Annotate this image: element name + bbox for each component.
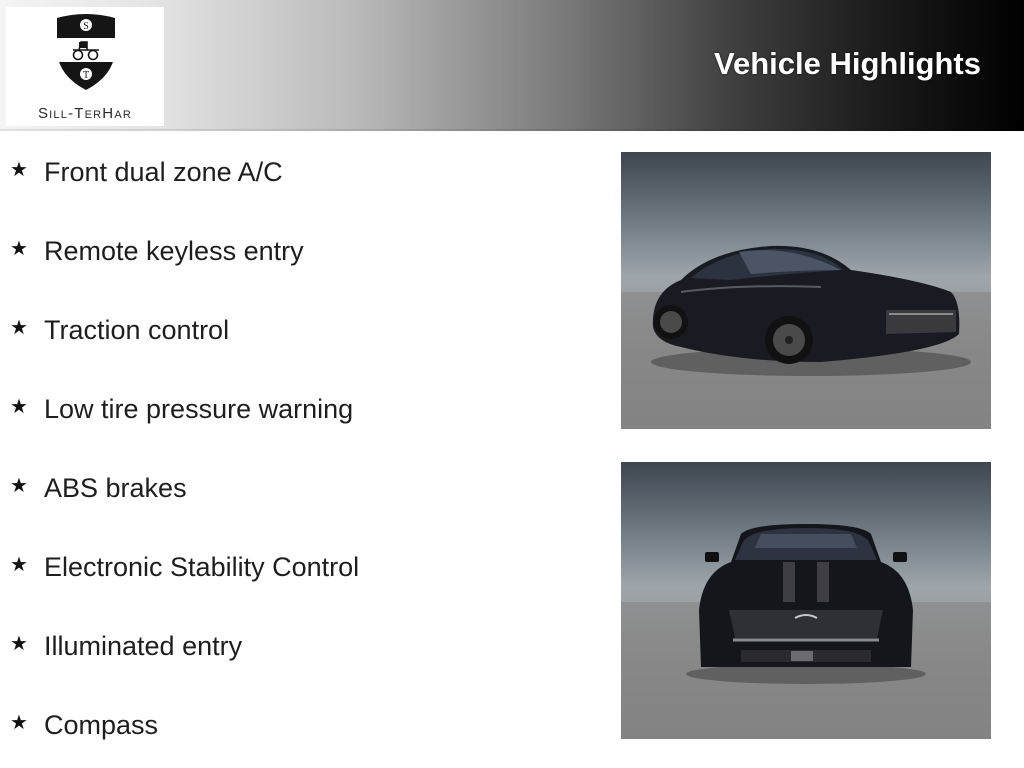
feature-label: Electronic Stability Control xyxy=(44,551,360,582)
vehicle-photo-front xyxy=(621,462,991,739)
feature-label: Remote keyless entry xyxy=(44,235,304,266)
header-divider xyxy=(0,129,1024,132)
feature-label: Compass xyxy=(44,709,159,740)
feature-item xyxy=(10,389,353,429)
feature-label: ABS brakes xyxy=(44,472,187,503)
star-icon: ★ xyxy=(10,237,28,260)
shield-letter-s: S xyxy=(83,21,89,32)
page-title: Vehicle Highlights xyxy=(714,46,981,81)
car-front-image xyxy=(621,462,991,739)
feature-label: Traction control xyxy=(44,314,230,345)
star-icon: ★ xyxy=(10,158,28,181)
feature-item xyxy=(10,231,304,271)
shield-letter-t: T xyxy=(82,70,90,81)
feature-item xyxy=(10,468,187,508)
feature-item xyxy=(10,626,242,666)
star-icon: ★ xyxy=(10,395,28,418)
feature-item xyxy=(10,310,229,350)
star-icon: ★ xyxy=(10,474,28,497)
feature-label: Front dual zone A/C xyxy=(44,156,283,187)
star-icon: ★ xyxy=(10,711,28,734)
feature-item xyxy=(10,547,359,587)
star-icon: ★ xyxy=(10,316,28,339)
antique-car-shield-icon xyxy=(53,12,119,92)
dealer-name: Sill-TerHar xyxy=(37,105,133,122)
feature-label: Illuminated entry xyxy=(44,630,243,661)
feature-label: Low tire pressure warning xyxy=(44,393,354,424)
vehicle-photo-side xyxy=(621,152,991,429)
feature-item xyxy=(10,152,283,192)
feature-item xyxy=(10,705,158,745)
dealer-logo xyxy=(6,7,164,126)
car-three-quarter-image xyxy=(621,152,991,429)
star-icon: ★ xyxy=(10,553,28,576)
star-icon: ★ xyxy=(10,632,28,655)
